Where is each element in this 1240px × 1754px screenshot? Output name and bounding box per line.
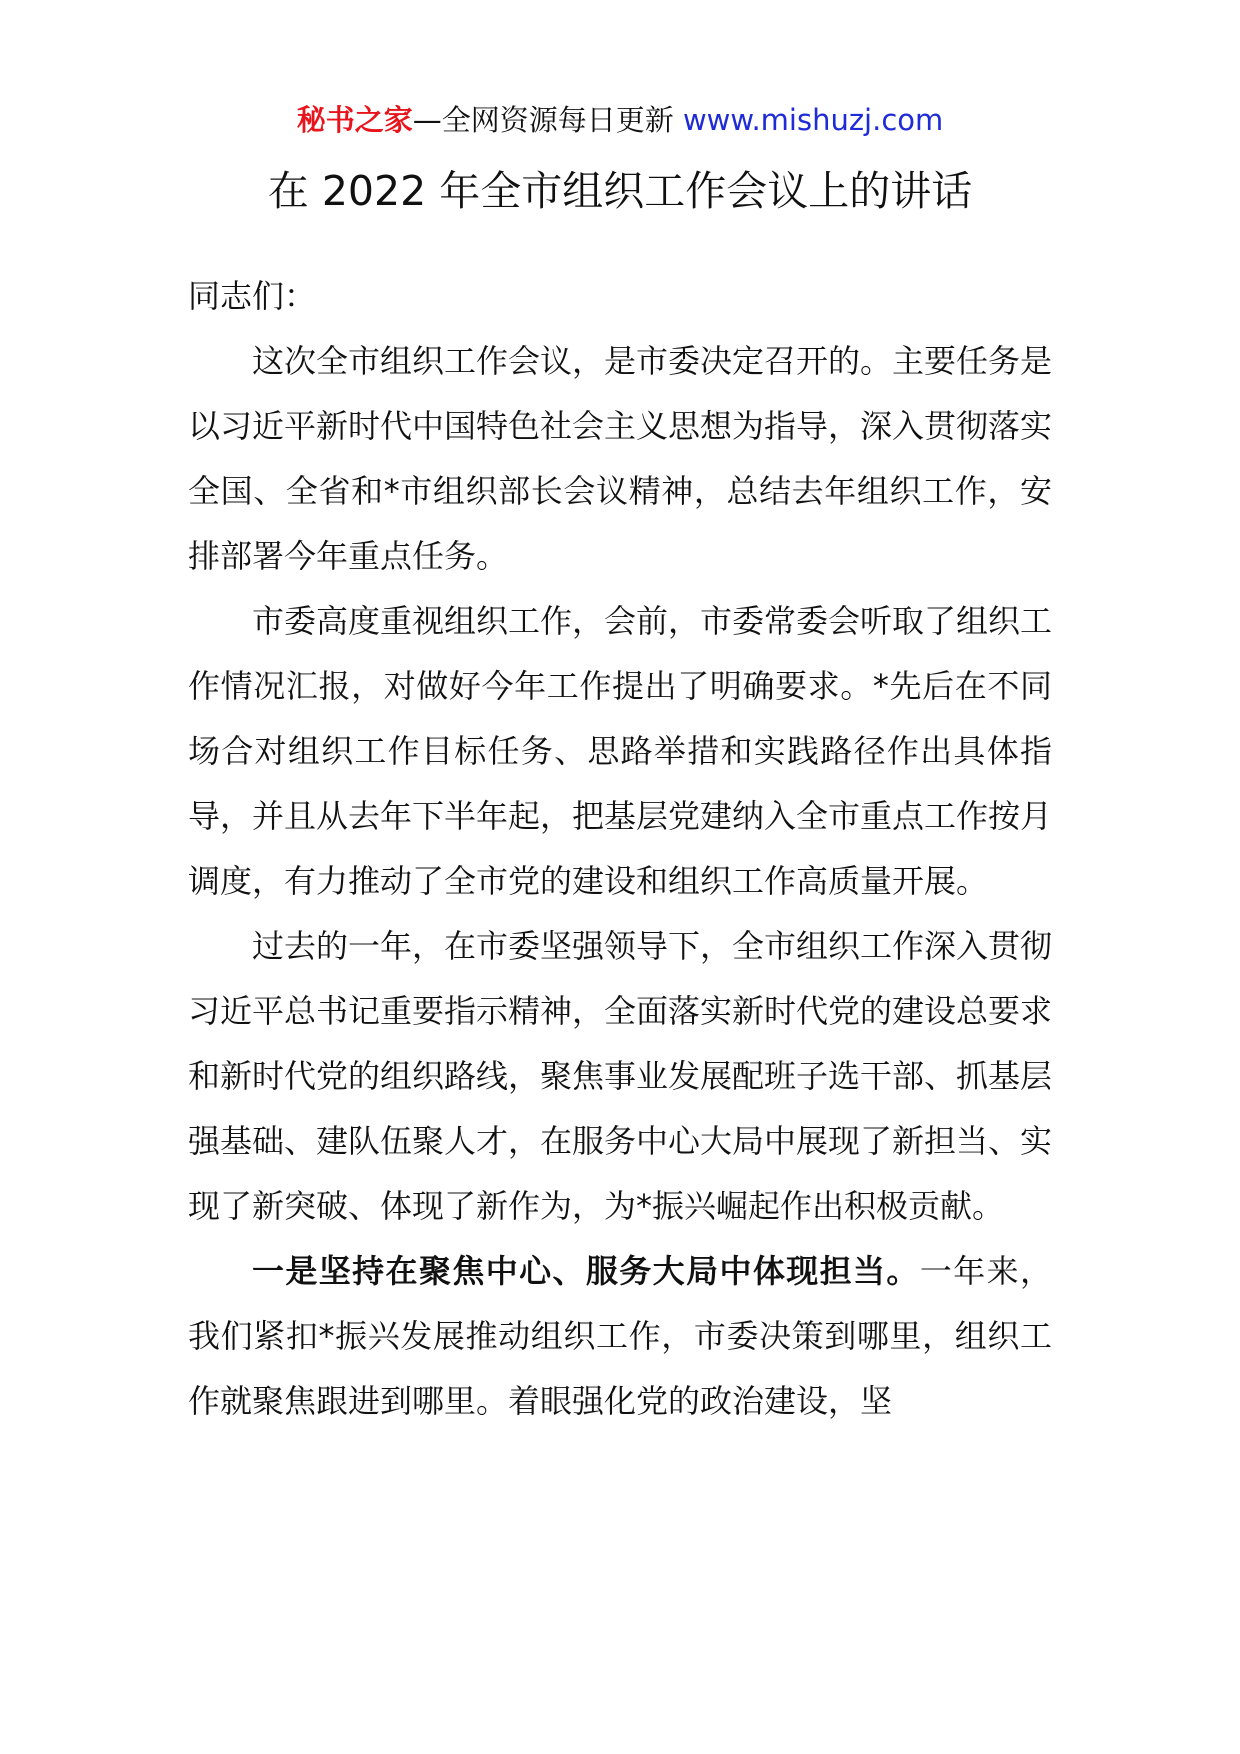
paragraph-3: 过去的一年，在市委坚强领导下，全市组织工作深入贯彻习近平总书记重要指示精神，全面落实新时代党的建设总要求和新时代党的组织路线，聚焦事业发展配班子选干部、抓基层强基础、建队伍聚人才，在服务中心大局中展现了新担当、实现了新突破、体现了新作为，为*振兴崛起作出积极贡献。 <box>188 927 1053 1225</box>
watermark-header <box>0 100 1240 140</box>
paragraph-4 <box>188 1239 1052 1434</box>
site-tagline: —全网资源每日更新 <box>412 103 674 137</box>
section-heading-lead: 一是坚持在聚焦中心、服务大局中体现担当。 <box>252 1252 920 1290</box>
salutation: 同志们： <box>188 277 317 315</box>
paragraph-1: 这次全市组织工作会议，是市委决定召开的。主要任务是以习近平新时代中国特色社会主义思想为指导，深入贯彻落实全国、全省和*市组织部长会议精神，总结去年组织工作，安排部署今年重点任务。 <box>188 342 1053 575</box>
site-url-link[interactable]: www.mishuzj.com <box>682 103 944 137</box>
document-body <box>188 264 1052 1434</box>
section-body-text: 一年来，我们紧扣*振兴发展推动组织工作，市委决策到哪里，组织工作就聚焦跟进到哪里。着眼强化党的政治建设，坚 <box>188 1252 1052 1420</box>
document-title: 在 2022 年全市组织工作会议上的讲话 <box>267 167 973 215</box>
paragraph-2: 市委高度重视组织工作，会前，市委常委会听取了组织工作情况汇报，对做好今年工作提出了明确要求。*先后在不同场合对组织工作目标任务、思路举措和实践路径作出具体指导，并且从去年下半年起，把基层党建纳入全市重点工作按月调度，有力推动了全市党的建设和组织工作高质量开展。 <box>188 602 1053 900</box>
site-name: 秘书之家 <box>296 103 413 137</box>
